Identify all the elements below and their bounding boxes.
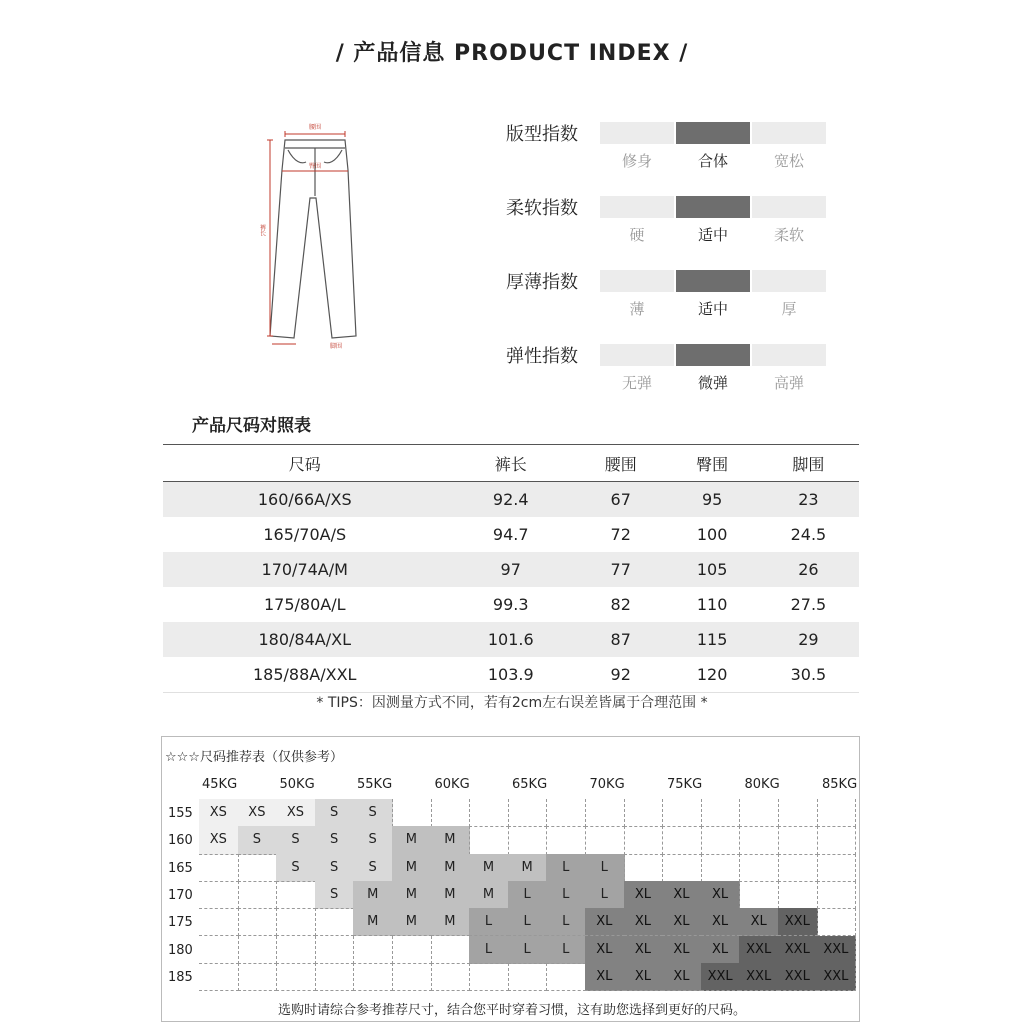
grid-cell: L	[585, 854, 625, 882]
grid-cell	[392, 963, 432, 991]
table-cell: 92	[575, 657, 666, 693]
index-bar-segment	[600, 270, 674, 292]
grid-cell: XXL	[701, 963, 741, 991]
index-row	[500, 266, 840, 326]
grid-cell	[546, 799, 586, 827]
grid-cell	[701, 826, 741, 854]
grid-cell: XXL	[778, 963, 818, 991]
grid-cell: XS	[276, 799, 316, 827]
grid-cell	[817, 908, 857, 936]
index-bar-segment	[600, 344, 674, 366]
grid-cell	[778, 799, 818, 827]
grid-cell	[469, 826, 509, 854]
grid-cell	[315, 936, 355, 964]
grid-cell: XS	[238, 799, 278, 827]
table-row	[163, 517, 859, 552]
index-option: 适中	[697, 300, 728, 318]
table-cell: 29	[758, 622, 859, 657]
weight-label: 65KG	[512, 777, 548, 792]
grid-cell: XL	[624, 963, 664, 991]
table-cell: 26	[758, 552, 859, 587]
grid-cell: M	[392, 826, 432, 854]
grid-cell	[739, 854, 779, 882]
weight-label: 60KG	[434, 777, 470, 792]
grid-cell: S	[276, 826, 316, 854]
table-cell: 95	[666, 482, 757, 518]
index-option: 微弹	[697, 374, 728, 392]
grid-cell	[662, 799, 702, 827]
table-cell: 97	[446, 552, 575, 587]
table-cell: 120	[666, 657, 757, 693]
grid-cell: L	[546, 854, 586, 882]
grid-cell: L	[546, 908, 586, 936]
grid-cell	[817, 826, 857, 854]
grid-cell: S	[315, 854, 355, 882]
grid-cell	[276, 908, 316, 936]
grid-cell	[624, 854, 664, 882]
recommend-title: ☆☆☆尺码推荐表（仅供参考）	[165, 750, 343, 765]
grid-cell	[469, 799, 509, 827]
index-label: 厚薄指数	[506, 272, 578, 293]
length-label: 裤长	[258, 224, 266, 236]
grid-cell	[238, 908, 278, 936]
grid-cell: L	[585, 881, 625, 909]
grid-cell	[624, 826, 664, 854]
height-label: 160	[168, 833, 193, 849]
grid-cell: S	[353, 799, 393, 827]
grid-cell: XL	[662, 908, 702, 936]
index-row	[500, 192, 840, 252]
size-table-header: 脚围	[758, 445, 859, 482]
grid-cell	[662, 854, 702, 882]
grid-cell: S	[238, 826, 278, 854]
grid-cell: M	[353, 908, 393, 936]
grid-cell	[276, 881, 316, 909]
grid-cell	[778, 854, 818, 882]
grid-cell	[817, 799, 857, 827]
grid-cell	[778, 826, 818, 854]
grid-cell	[276, 963, 316, 991]
grid-cell	[662, 826, 702, 854]
index-bar-segment	[752, 122, 826, 144]
grid-cell: XXL	[739, 963, 779, 991]
table-cell: 87	[575, 622, 666, 657]
grid-cell: S	[315, 826, 355, 854]
index-bar-segment	[600, 196, 674, 218]
index-option: 高弹	[773, 374, 804, 392]
grid-cell	[739, 826, 779, 854]
index-bar-segment	[752, 344, 826, 366]
height-label: 180	[168, 942, 193, 958]
table-cell: 67	[575, 482, 666, 518]
grid-cell	[199, 963, 239, 991]
table-cell: 175/80A/L	[263, 595, 346, 614]
index-option: 合体	[697, 152, 728, 170]
table-cell: 27.5	[790, 595, 827, 614]
table-row	[163, 552, 859, 587]
grid-cell: M	[469, 881, 509, 909]
size-table-title: 产品尺码对照表	[192, 416, 311, 436]
grid-cell	[508, 963, 548, 991]
page-title: / 产品信息 PRODUCT INDEX /	[335, 41, 689, 66]
index-option: 宽松	[773, 152, 804, 170]
grid-cell	[817, 881, 857, 909]
table-cell: 185/88A/XXL	[163, 657, 446, 693]
grid-cell: XL	[701, 908, 741, 936]
height-label: 170	[168, 887, 193, 903]
index-label: 版型指数	[506, 124, 578, 145]
index-bar-segment	[752, 196, 826, 218]
grid-cell: XS	[199, 826, 239, 854]
weight-label: 85KG	[822, 777, 858, 792]
grid-cell: XXL	[817, 936, 857, 964]
index-label: 弹性指数	[506, 346, 578, 367]
grid-cell: S	[315, 881, 355, 909]
grid-cell: M	[353, 881, 393, 909]
size-table-header: 尺码	[163, 445, 446, 482]
grid-cell: XL	[662, 881, 702, 909]
grid-cell	[739, 799, 779, 827]
weight-label: 75KG	[667, 777, 703, 792]
grid-cell: XL	[662, 936, 702, 964]
grid-cell	[817, 854, 857, 882]
grid-cell: L	[469, 908, 509, 936]
grid-cell: L	[508, 908, 548, 936]
size-table-header: 裤长	[446, 445, 575, 482]
grid-cell	[392, 799, 432, 827]
grid-cell: S	[353, 854, 393, 882]
grid-cell	[469, 963, 509, 991]
tips-text: * TIPS：因测量方式不同，若有2cm左右误差皆属于合理范围 *	[316, 695, 708, 711]
grid-cell: L	[546, 881, 586, 909]
table-cell: 99.3	[492, 595, 529, 614]
table-cell: 160/66A/XS	[163, 482, 446, 518]
grid-cell: M	[508, 854, 548, 882]
height-label: 165	[168, 860, 193, 876]
height-label: 185	[168, 969, 193, 985]
grid-cell: L	[508, 881, 548, 909]
table-row	[163, 482, 859, 518]
index-bar-segment	[676, 270, 750, 292]
grid-cell: XL	[701, 936, 741, 964]
grid-cell	[199, 854, 239, 882]
index-bar-segment	[752, 270, 826, 292]
index-option: 柔软	[773, 226, 804, 244]
grid-cell: XXL	[817, 963, 857, 991]
grid-cell	[353, 963, 393, 991]
grid-cell	[739, 881, 779, 909]
size-table-header: 腰围	[575, 445, 666, 482]
grid-cell: L	[546, 936, 586, 964]
index-bar-segment	[676, 344, 750, 366]
grid-cell: XL	[624, 936, 664, 964]
index-option: 硬	[629, 226, 645, 244]
grid-cell	[585, 826, 625, 854]
grid-cell: M	[392, 881, 432, 909]
grid-cell	[624, 799, 664, 827]
grid-cell	[508, 799, 548, 827]
grid-cell: XXL	[739, 936, 779, 964]
grid-cell: XXL	[778, 936, 818, 964]
grid-cell: M	[431, 826, 471, 854]
index-option: 厚	[781, 300, 797, 318]
table-cell: 72	[610, 525, 631, 544]
table-cell: 82	[610, 595, 631, 614]
index-bar-segment	[676, 196, 750, 218]
grid-cell	[508, 826, 548, 854]
grid-cell: S	[276, 854, 316, 882]
pants-diagram	[240, 118, 380, 358]
weight-label: 55KG	[357, 777, 393, 792]
table-cell: 24.5	[790, 525, 827, 544]
grid-cell	[585, 799, 625, 827]
table-cell: 94.7	[492, 525, 529, 544]
grid-cell	[431, 936, 471, 964]
table-cell: 30.5	[758, 657, 859, 693]
table-cell: 101.6	[446, 622, 575, 657]
grid-cell: XL	[624, 881, 664, 909]
grid-cell	[315, 908, 355, 936]
grid-cell: M	[469, 854, 509, 882]
grid-cell: XL	[662, 963, 702, 991]
table-cell: 92.4	[446, 482, 575, 518]
table-cell: 115	[666, 622, 757, 657]
grid-cell	[276, 936, 316, 964]
grid-cell	[199, 908, 239, 936]
grid-cell	[701, 854, 741, 882]
recommend-footer: 选购时请综合参考推荐尺寸，结合您平时穿着习惯，这有助您选择到更好的尺码。	[277, 1003, 746, 1018]
index-row	[500, 118, 840, 178]
index-option: 薄	[629, 300, 645, 318]
grid-cell	[199, 936, 239, 964]
grid-cell: M	[392, 854, 432, 882]
weight-label: 50KG	[279, 777, 315, 792]
grid-cell: XL	[585, 908, 625, 936]
grid-cell	[778, 881, 818, 909]
grid-cell	[546, 826, 586, 854]
table-cell: 103.9	[446, 657, 575, 693]
grid-cell	[199, 881, 239, 909]
grid-cell	[431, 799, 471, 827]
grid-cell: S	[353, 826, 393, 854]
table-cell: 170/74A/M	[163, 552, 446, 587]
grid-cell	[238, 854, 278, 882]
hem-label: 脚围	[329, 343, 343, 350]
grid-cell	[315, 963, 355, 991]
waist-label: 腰围	[308, 124, 322, 131]
grid-cell	[701, 799, 741, 827]
grid-cell	[238, 963, 278, 991]
grid-cell: S	[315, 799, 355, 827]
grid-cell: XL	[701, 881, 741, 909]
grid-cell: M	[392, 908, 432, 936]
index-option: 适中	[697, 226, 728, 244]
hip-label: 臀围	[308, 163, 322, 170]
grid-cell: M	[431, 908, 471, 936]
grid-cell: XXL	[778, 908, 818, 936]
grid-cell	[353, 936, 393, 964]
table-row	[163, 622, 859, 657]
table-row	[163, 657, 859, 693]
weight-label: 80KG	[744, 777, 780, 792]
index-label: 柔软指数	[506, 198, 578, 219]
grid-cell	[238, 881, 278, 909]
table-cell: 180/84A/XL	[163, 622, 446, 657]
index-option: 无弹	[621, 374, 652, 392]
table-cell: 23	[758, 482, 859, 518]
grid-cell: M	[431, 881, 471, 909]
grid-cell: XL	[585, 963, 625, 991]
grid-cell: XL	[585, 936, 625, 964]
table-cell: 105	[666, 552, 757, 587]
size-table-header: 臀围	[666, 445, 757, 482]
index-bar-segment	[600, 122, 674, 144]
grid-cell	[546, 963, 586, 991]
height-label: 155	[168, 806, 193, 821]
index-option: 修身	[621, 152, 652, 170]
grid-cell	[392, 936, 432, 964]
height-label: 175	[168, 915, 193, 931]
table-row	[163, 587, 859, 622]
grid-cell: M	[431, 854, 471, 882]
table-cell: 100	[696, 525, 728, 544]
grid-cell: L	[508, 936, 548, 964]
weight-label: 70KG	[589, 777, 625, 792]
weight-label: 45KG	[202, 777, 238, 792]
grid-cell: XL	[624, 908, 664, 936]
grid-cell	[431, 963, 471, 991]
table-cell: 165/70A/S	[263, 525, 347, 544]
table-cell: 77	[575, 552, 666, 587]
table-cell: 110	[696, 595, 728, 614]
size-table	[163, 444, 859, 693]
grid-cell: L	[469, 936, 509, 964]
grid-cell: XS	[199, 799, 239, 827]
grid-cell: XL	[739, 908, 779, 936]
index-row	[500, 340, 840, 400]
index-bar-segment	[676, 122, 750, 144]
grid-cell	[238, 936, 278, 964]
